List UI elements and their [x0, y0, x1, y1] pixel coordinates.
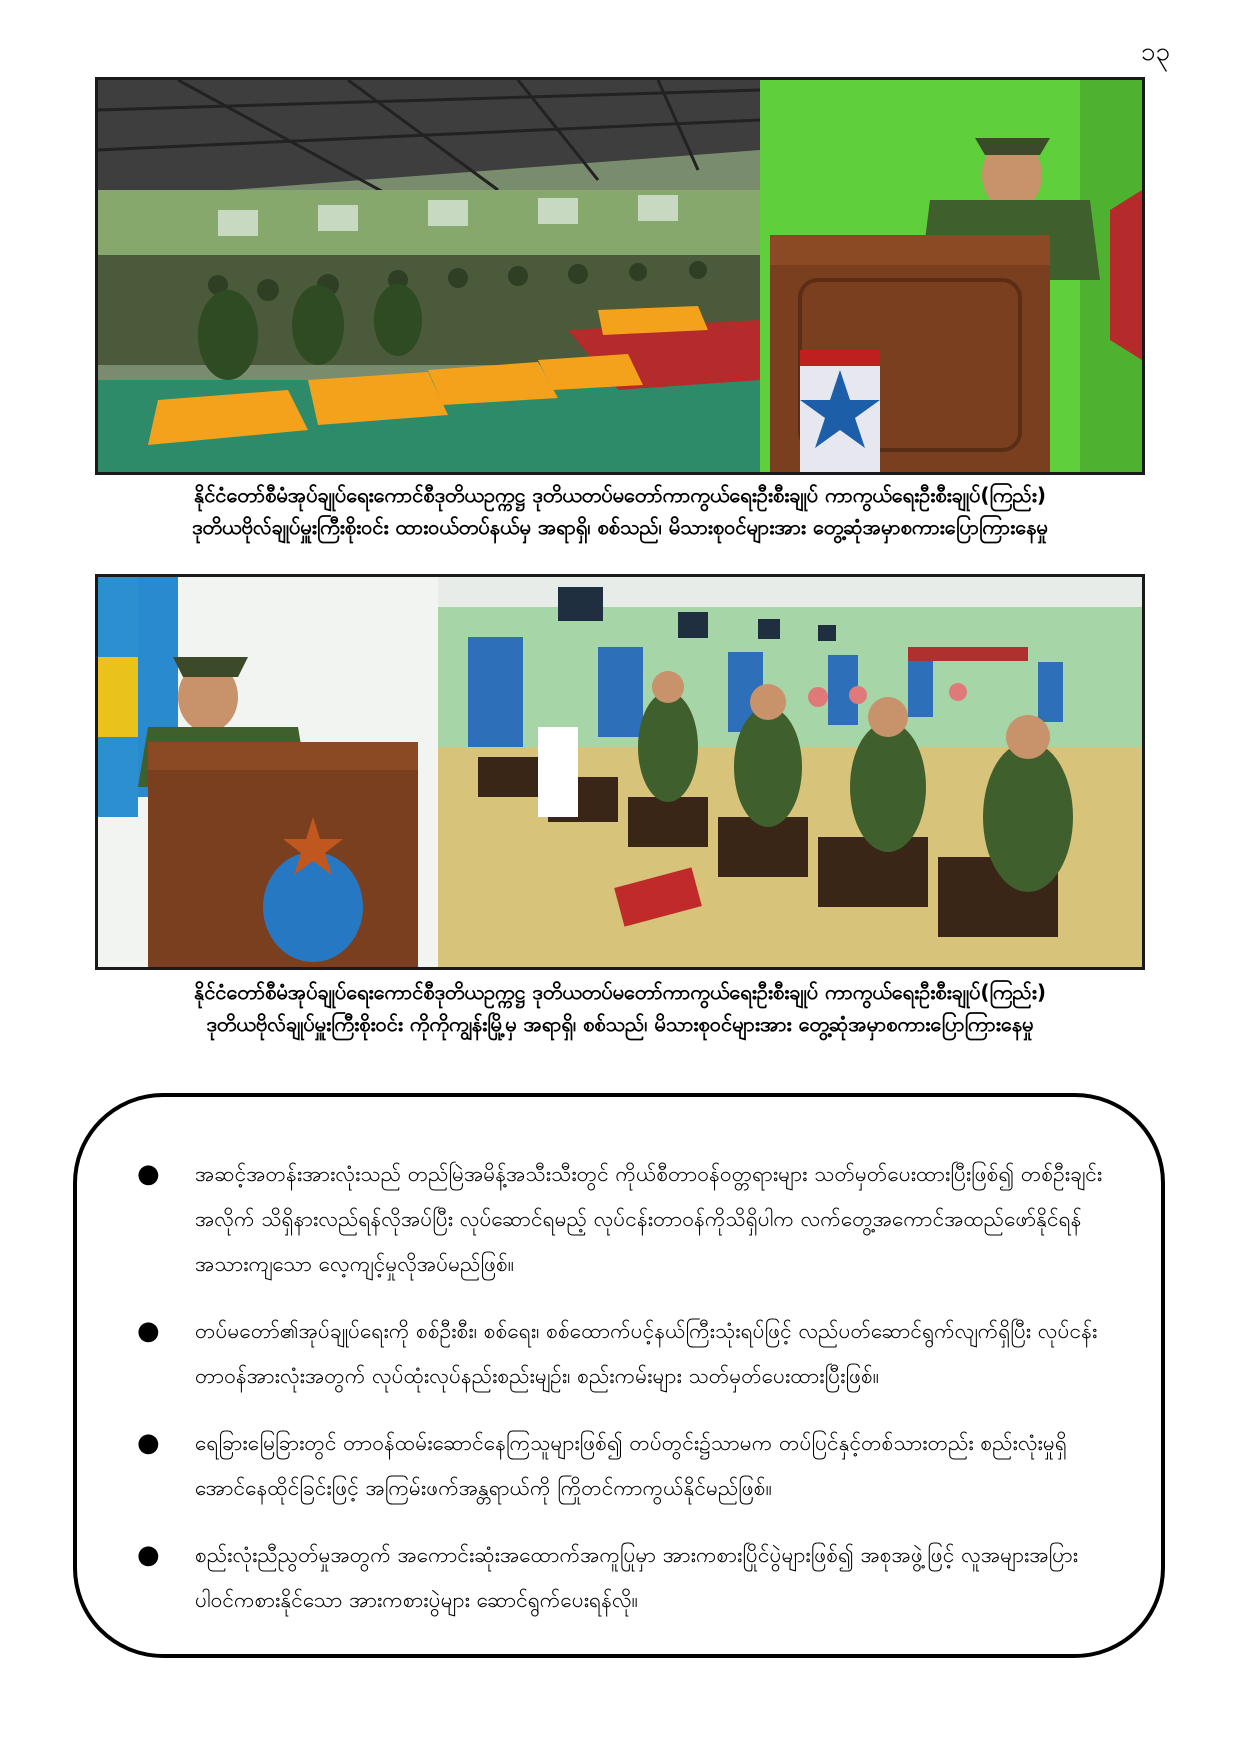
seated-audience-photo — [438, 577, 1142, 967]
list-item-text: တပ်မတော်၏အုပ်ချုပ်ရေးကို စစ်ဦးစီး၊ စစ်ရေး၊ စစ်ထောက်ပင့်နယ်ကြီးသုံးရပ်ဖြင့် လည်ပတ်ဆောင်ရွက်လျက်ရှိပြီး လုပ်ငန်းတာဝန်အားလုံးအတွက် လုပ်ထုံးလုပ်နည်းစည်းမျဉ်း၊ စည်းကမ်းများ သတ်မှတ်ပေးထားပြီးဖြစ်။ — [195, 1319, 1098, 1388]
caption-line: ဒုတိယဗိုလ်ချုပ်မှူးကြီးစိုးဝင်း ကိုကိုကျွန်းမြို့မှ အရာရှိ၊ စစ်သည်၊ မိသားစုဝင်များအား တွေ့ဆုံအမှာစကားပြောကြားနေမှု — [206, 1012, 1034, 1036]
key-points-box — [73, 1093, 1165, 1658]
list-item-text: စည်းလုံးညီညွတ်မှုအတွက် အကောင်းဆုံးအထောက်အကူပြုမှာ အားကစားပြိုင်ပွဲများဖြစ်၍ အစုအဖွဲ့ဖြင့် လူအများအပြားပါဝင်ကစားနိုင်သော အားကစားပွဲများ ဆောင်ရွက်ပေးရန်လို။ — [195, 1543, 1079, 1612]
speaker-at-podium-photo — [98, 577, 438, 967]
list-item — [137, 1421, 1112, 1511]
list-item-text: ရေခြားမြေခြားတွင် တာဝန်ထမ်းဆောင်နေကြသူများဖြစ်၍ တပ်တွင်း၌သာမက တပ်ပြင်နှင့်တစ်သားတည်း စည်းလုံးမှုရှိအောင်နေထိုင်ခြင်းဖြင့် အကြမ်းဖက်အန္တရာယ်ကို ကြိုတင်ကာကွယ်နိုင်မည်ဖြစ်။ — [195, 1431, 1067, 1500]
list-item-text: အဆင့်အတန်းအားလုံးသည် တည်မြဲအမိန့်အသီးသီးတွင် ကိုယ်စီတာဝန်ဝတ္တရားများ သတ်မှတ်ပေးထားပြီးဖြစ်၍ တစ်ဦးချင်းအလိုက် သိရှိနားလည်ရန်လိုအပ်ပြီး လုပ်ဆောင်ရမည့် လုပ်ငန်းတာဝန်ကိုသိရှိပါက လက်တွေ့အကောင်အထည်ဖော်နိုင်ရန် အသားကျသော လေ့ကျင့်မှုလိုအပ်မည်ဖြစ်။ — [195, 1162, 1103, 1276]
top-photo-caption — [95, 479, 1145, 543]
bullet-icon: ● — [137, 1428, 160, 1458]
top-photo-row — [95, 77, 1145, 475]
page-number: ၁၃ — [1140, 37, 1170, 67]
caption-line: နိုင်ငံတော်စီမံအုပ်ချုပ်ရေးကောင်စီဒုတိယဥက္ကဋ္ဌ ဒုတိယတပ်မတော်ကာကွယ်ရေးဦးစီးချုပ် ကာကွယ်ရေးဦးစီးချုပ်(ကြည်း) — [194, 980, 1046, 1004]
bullet-icon: ● — [137, 1159, 160, 1189]
bottom-photo-caption — [95, 976, 1145, 1040]
key-points-list — [137, 1152, 1112, 1645]
bullet-icon: ● — [137, 1316, 160, 1346]
speaker-at-podium-photo — [760, 80, 1142, 472]
list-item — [137, 1533, 1112, 1623]
list-item — [137, 1152, 1112, 1287]
bullet-icon: ● — [137, 1540, 160, 1570]
bottom-photo-row — [95, 574, 1145, 970]
caption-line: နိုင်ငံတော်စီမံအုပ်ချုပ်ရေးကောင်စီဒုတိယဥက္ကဋ္ဌ ဒုတိယတပ်မတော်ကာကွယ်ရေးဦးစီးချုပ် ကာကွယ်ရေးဦးစီးချုပ်(ကြည်း) — [194, 483, 1046, 507]
hall-audience-photo — [98, 80, 760, 472]
list-item — [137, 1309, 1112, 1399]
caption-line: ဒုတိယဗိုလ်ချုပ်မှူးကြီးစိုးဝင်း ထားဝယ်တပ်နယ်မှ အရာရှိ၊ စစ်သည်၊ မိသားစုဝင်များအား တွေ့ဆုံအမှာစကားပြောကြားနေမှု — [192, 515, 1048, 539]
